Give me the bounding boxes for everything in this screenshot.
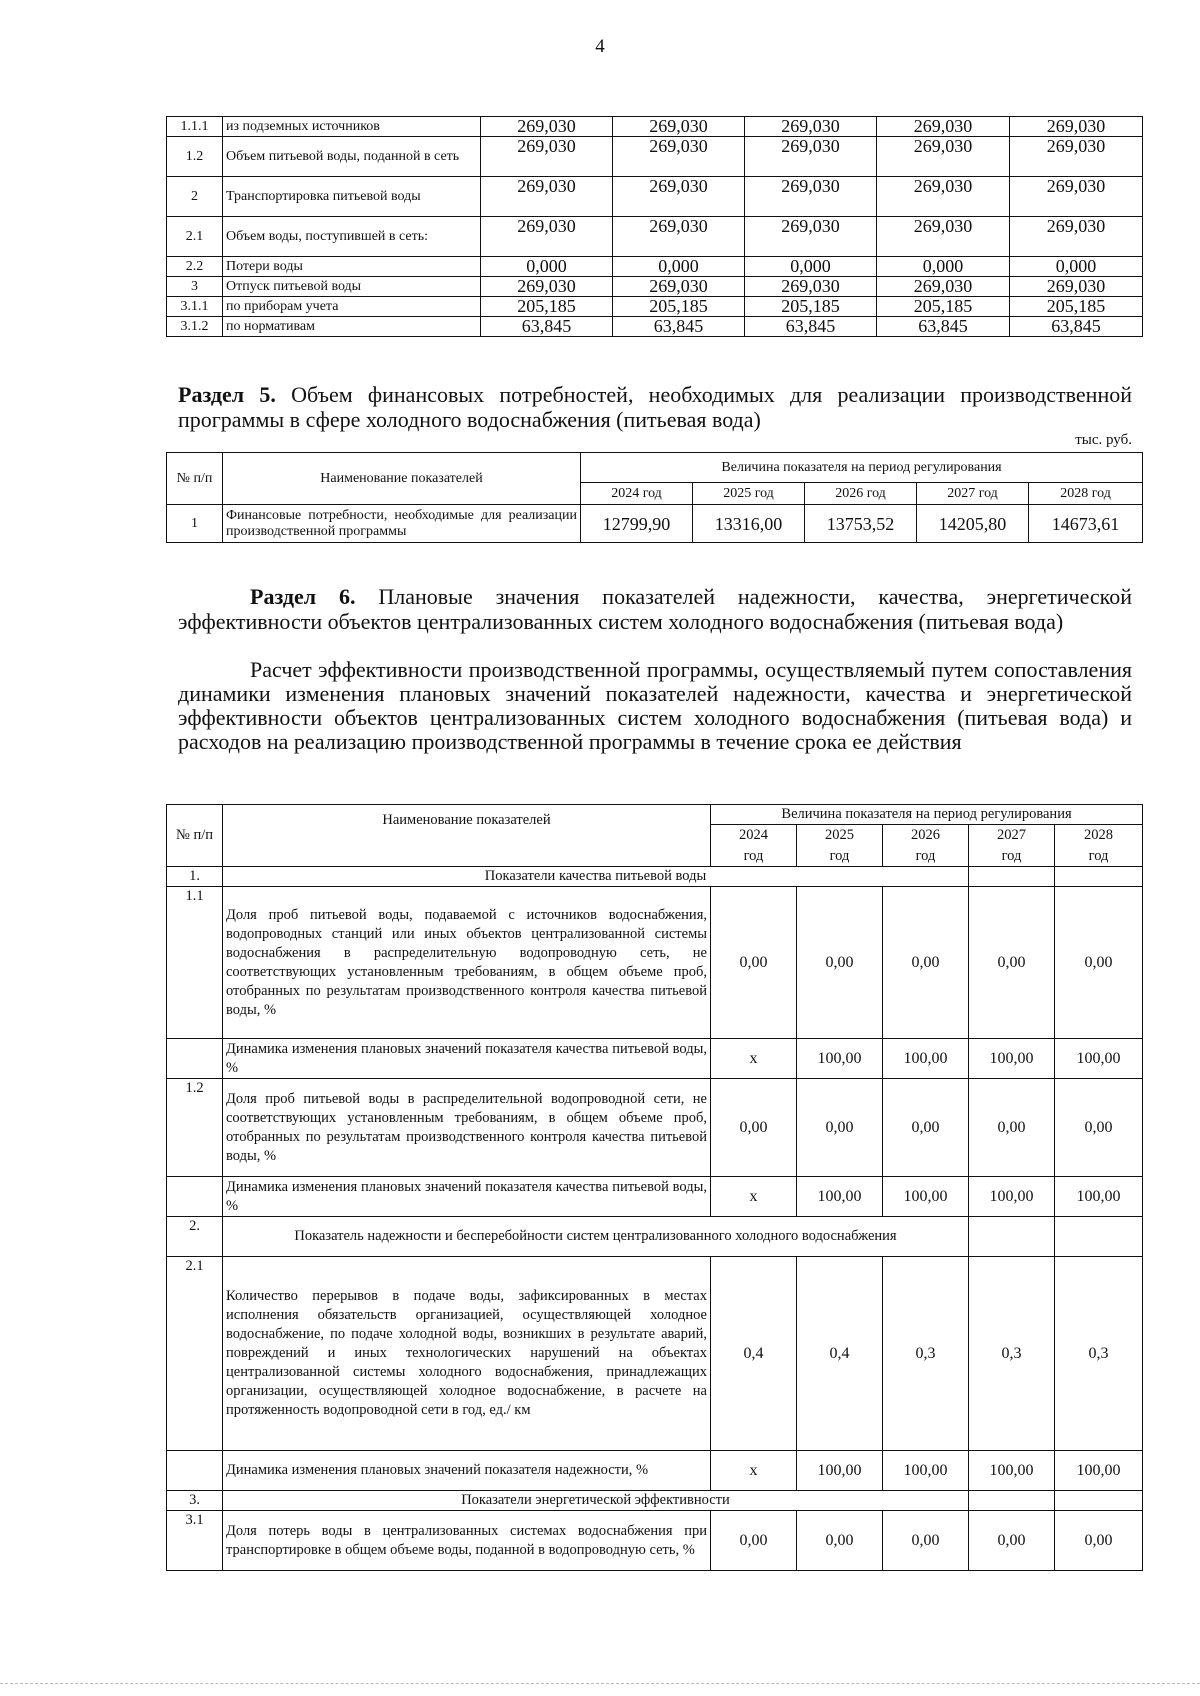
- table1-value: 0,000: [745, 257, 877, 277]
- table1-row-no: 1.2: [167, 137, 223, 177]
- t2-row-no: 1: [167, 505, 223, 543]
- page-number: 4: [595, 36, 605, 57]
- table1-value: 205,185: [1010, 297, 1143, 317]
- group-no: 2.: [167, 1217, 223, 1257]
- table1-row: [167, 277, 1143, 297]
- t2-col-name: Наименование показателей: [223, 453, 581, 505]
- table1-value: 269,030: [481, 137, 613, 177]
- indicator-value: 100,00: [969, 1451, 1055, 1491]
- t3-year: 2028: [1055, 825, 1143, 847]
- indicator-value: 0,00: [711, 1511, 797, 1571]
- table1-value: 63,845: [481, 317, 613, 337]
- table1-value: 63,845: [877, 317, 1010, 337]
- t2-year: 2027 год: [917, 483, 1029, 505]
- indicator-value: 0,00: [969, 1079, 1055, 1177]
- table1-value: 269,030: [613, 217, 745, 257]
- table1-value: 63,845: [1010, 317, 1143, 337]
- table1-value: 269,030: [481, 177, 613, 217]
- table1-value: 269,030: [1010, 217, 1143, 257]
- indicator-value: 100,00: [1055, 1039, 1143, 1079]
- section5-units: тыс. руб.: [1075, 432, 1132, 448]
- t3-year-suffix: год: [969, 847, 1055, 867]
- table1-value: 269,030: [877, 117, 1010, 137]
- table1-row-no: 2.1: [167, 217, 223, 257]
- indicator-value: 0,00: [797, 887, 883, 1039]
- indicator-value: 100,00: [883, 1177, 969, 1217]
- t2-value: 13753,52: [805, 505, 917, 543]
- table1-value: 0,000: [481, 257, 613, 277]
- t2-year: 2028 год: [1029, 483, 1143, 505]
- indicator-value: 100,00: [969, 1039, 1055, 1079]
- t2-value: 14205,80: [917, 505, 1029, 543]
- indicator-value: 100,00: [797, 1039, 883, 1079]
- section6-title: Плановые значения показателей надежности, качества, энергетической эффективности объектов централизованных систем холодного водоснабжения (питьевая вода): [178, 584, 1132, 634]
- indicator-value: 0,00: [969, 1511, 1055, 1571]
- t3-year: 2026: [883, 825, 969, 847]
- indicator-name: Доля потерь воды в централизованных системах водоснабжения при транспортировке в общем объеме воды, поданной в водопроводную сеть, %: [223, 1511, 711, 1571]
- indicator-value: 0,00: [969, 887, 1055, 1039]
- table1-value: 269,030: [1010, 277, 1143, 297]
- indicator-value: 100,00: [1055, 1451, 1143, 1491]
- indicator-value: 0,00: [797, 1511, 883, 1571]
- indicator-dynamics: Динамика изменения плановых значений показателя надежности, %: [223, 1451, 711, 1491]
- table1-row: [167, 317, 1143, 337]
- scan-edge-line: [0, 1683, 1200, 1684]
- t3-year-suffix: год: [883, 847, 969, 867]
- indicator-value: 0,00: [1055, 1511, 1143, 1571]
- table1-row: [167, 217, 1143, 257]
- table1-value: 269,030: [877, 137, 1010, 177]
- table1-row-no: 1.1.1: [167, 117, 223, 137]
- table1-value: 0,000: [1010, 257, 1143, 277]
- table1-row-no: 3: [167, 277, 223, 297]
- table1-value: 205,185: [877, 297, 1010, 317]
- table1-value: 0,000: [613, 257, 745, 277]
- indicator-name: Доля проб питьевой воды, подаваемой с источников водоснабжения, водопроводных станций или иных объектов централизованной системы водоснабжения в распределительную водопроводную сеть, не соответствующих установленным требованиям, в общем объеме проб, отобранных по результатам производственного контроля качества питьевой воды, %: [223, 887, 711, 1039]
- indicator-value: 0,00: [1055, 1079, 1143, 1177]
- table1-row: [167, 177, 1143, 217]
- t3-year: 2027: [969, 825, 1055, 847]
- indicator-value: 0,4: [711, 1257, 797, 1451]
- indicator-value: 0,4: [797, 1257, 883, 1451]
- t3-year-suffix: год: [1055, 847, 1143, 867]
- table1-value: 269,030: [481, 217, 613, 257]
- row-no: 2.1: [167, 1257, 223, 1451]
- table1-value: 269,030: [613, 117, 745, 137]
- table1-row-no: 3.1.1: [167, 297, 223, 317]
- table1-row-name: Объем питьевой воды, поданной в сеть: [223, 137, 481, 177]
- t3-col-no: № п/п: [167, 805, 223, 867]
- group-title: Показатели энергетической эффективности: [223, 1491, 969, 1511]
- t2-year: 2026 год: [805, 483, 917, 505]
- table1-value: 269,030: [745, 137, 877, 177]
- table1-value: 269,030: [481, 277, 613, 297]
- indicator-value: 100,00: [797, 1451, 883, 1491]
- table1-value: 205,185: [481, 297, 613, 317]
- indicator-value: 100,00: [883, 1039, 969, 1079]
- table1-value: 269,030: [613, 137, 745, 177]
- t3-year: 2024: [711, 825, 797, 847]
- indicator-value: 100,00: [1055, 1177, 1143, 1217]
- table1-row: [167, 117, 1143, 137]
- table1-value: 269,030: [745, 117, 877, 137]
- t2-value: 14673,61: [1029, 505, 1143, 543]
- table1-row-name: Отпуск питьевой воды: [223, 277, 481, 297]
- row-no: 3.1: [167, 1511, 223, 1571]
- indicator-dynamics: Динамика изменения плановых значений показателя качества питьевой воды, %: [223, 1177, 711, 1217]
- section6-paragraph: Расчет эффективности производственной программы, осуществляемый путем сопоставления динамики изменения плановых значений показателей надежности, качества и энергетической эффективности объектов централизованных систем холодного водоснабжения (питьевая вода) и расходов на реализацию производственной программы в течение срока ее действия: [178, 657, 1132, 754]
- section5-heading: [178, 382, 1132, 432]
- table1-value: 269,030: [1010, 117, 1143, 137]
- indicator-name: Доля проб питьевой воды в распределительной водопроводной сети, не соответствующих установленным требованиям, в общем объеме проб, отобранных по результатам производственного контроля качества питьевой воды, %: [223, 1079, 711, 1177]
- group-title: Показатели качества питьевой воды: [223, 867, 969, 887]
- indicator-value: х: [711, 1177, 797, 1217]
- table1-value: 269,030: [481, 117, 613, 137]
- table1-row-no: 2: [167, 177, 223, 217]
- table1-row-no: 2.2: [167, 257, 223, 277]
- indicator-value: 0,3: [883, 1257, 969, 1451]
- water-balance-table: [166, 116, 1143, 337]
- table1-row-name: по нормативам: [223, 317, 481, 337]
- table1-value: 0,000: [877, 257, 1010, 277]
- t3-year-suffix: год: [711, 847, 797, 867]
- table1-value: 205,185: [745, 297, 877, 317]
- indicator-value: 100,00: [797, 1177, 883, 1217]
- t3-col-period: Величина показателя на период регулирования: [711, 805, 1143, 825]
- indicator-value: 0,00: [711, 1079, 797, 1177]
- table1-value: 205,185: [613, 297, 745, 317]
- row-no: 1.1: [167, 887, 223, 1039]
- group-title: Показатель надежности и бесперебойности систем централизованного холодного водоснабжения: [223, 1217, 969, 1257]
- indicator-value: 0,3: [1055, 1257, 1143, 1451]
- table1-value: 269,030: [877, 217, 1010, 257]
- group-no: 1.: [167, 867, 223, 887]
- indicator-value: 0,00: [1055, 887, 1143, 1039]
- section5-label: Раздел 5.: [178, 382, 276, 407]
- section6-heading: [178, 584, 1132, 634]
- indicator-value: 0,00: [883, 1079, 969, 1177]
- indicator-dynamics: Динамика изменения плановых значений показателя качества питьевой воды, %: [223, 1039, 711, 1079]
- indicator-value: х: [711, 1451, 797, 1491]
- t3-year-suffix: год: [797, 847, 883, 867]
- section6-label: Раздел 6.: [250, 584, 356, 609]
- t2-col-no: № п/п: [167, 453, 223, 505]
- table1-value: 269,030: [613, 177, 745, 217]
- indicator-value: 0,00: [883, 887, 969, 1039]
- t2-row-name: Финансовые потребности, необходимые для реализации производственной программы: [223, 505, 581, 543]
- table1-row-name: Потери воды: [223, 257, 481, 277]
- indicator-value: 0,3: [969, 1257, 1055, 1451]
- group-no: 3.: [167, 1491, 223, 1511]
- table1-row-name: Объем воды, поступившей в сеть:: [223, 217, 481, 257]
- table1-row: [167, 137, 1143, 177]
- table1-value: 269,030: [745, 277, 877, 297]
- table1-value: 269,030: [877, 177, 1010, 217]
- t2-year: 2025 год: [693, 483, 805, 505]
- indicator-value: 0,00: [711, 887, 797, 1039]
- table1-row-name: Транспортировка питьевой воды: [223, 177, 481, 217]
- table1-value: 269,030: [745, 177, 877, 217]
- table1-row-name: из подземных источников: [223, 117, 481, 137]
- indicator-value: 0,00: [883, 1511, 969, 1571]
- table1-value: 269,030: [613, 277, 745, 297]
- table1-value: 63,845: [745, 317, 877, 337]
- t3-col-name: Наименование показателей: [223, 805, 711, 867]
- indicator-value: х: [711, 1039, 797, 1079]
- t2-value: 13316,00: [693, 505, 805, 543]
- table1-row-no: 3.1.2: [167, 317, 223, 337]
- table1-value: 63,845: [613, 317, 745, 337]
- table1-row-name: по приборам учета: [223, 297, 481, 317]
- indicators-table: [166, 804, 1143, 1571]
- table1-value: 269,030: [1010, 137, 1143, 177]
- row-no: 1.2: [167, 1079, 223, 1177]
- table1-row: [167, 257, 1143, 277]
- indicator-value: 0,00: [797, 1079, 883, 1177]
- table1-value: 269,030: [877, 277, 1010, 297]
- t2-year: 2024 год: [581, 483, 693, 505]
- indicator-name: Количество перерывов в подаче воды, зафиксированных в местах исполнения обязательств организацией, осуществляющей холодное водоснабжение, по подаче холодной воды, возникших в результате аварий, повреждений и иных технологических нарушений на объектах централизованной системы холодного водоснабжения, принадлежащих организации, осуществляющей холодное водоснабжение, в расчете на протяженность водопроводной сети в год, ед./ км: [223, 1257, 711, 1451]
- t2-value: 12799,90: [581, 505, 693, 543]
- table1-value: 269,030: [745, 217, 877, 257]
- t2-col-period: Величина показателя на период регулирования: [581, 453, 1143, 483]
- section5-title: Объем финансовых потребностей, необходимых для реализации производственной программы в сфере холодного водоснабжения (питьевая вода): [178, 382, 1132, 432]
- financial-needs-table: [166, 452, 1143, 543]
- table1-row: [167, 297, 1143, 317]
- indicator-value: 100,00: [883, 1451, 969, 1491]
- table1-value: 269,030: [1010, 177, 1143, 217]
- t3-year: 2025: [797, 825, 883, 847]
- indicator-value: 100,00: [969, 1177, 1055, 1217]
